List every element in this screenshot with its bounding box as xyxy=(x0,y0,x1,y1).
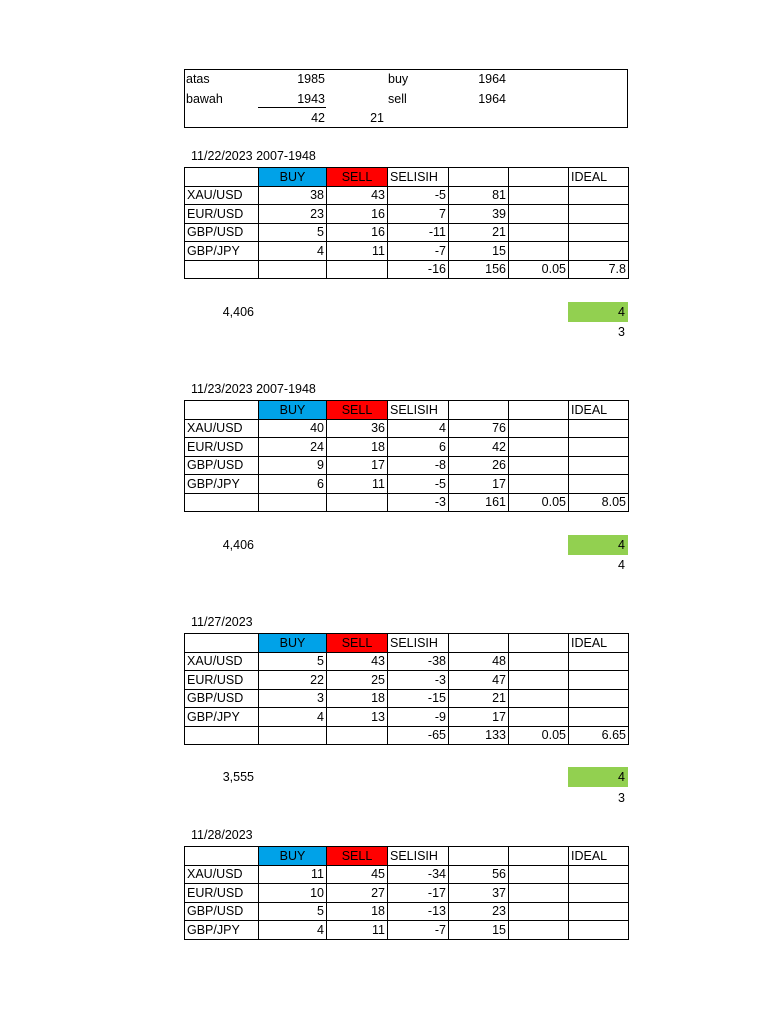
diff-cell: -15 xyxy=(388,689,449,708)
total-cell: 15 xyxy=(449,921,509,940)
header-row xyxy=(185,847,629,866)
buy-cell: 4 xyxy=(259,242,327,261)
diff-cell: 6 xyxy=(388,438,449,457)
table-row xyxy=(185,865,629,884)
sell-cell: 43 xyxy=(327,652,388,671)
header-row xyxy=(185,401,629,420)
sell-cell: 17 xyxy=(327,456,388,475)
table-row xyxy=(185,652,629,671)
ideal-cell: 6.65 xyxy=(569,726,629,745)
diff-cell: -17 xyxy=(388,884,449,903)
buy-label: buy xyxy=(388,72,409,86)
sell-cell: 16 xyxy=(327,205,388,224)
ideal-cell: 7.8 xyxy=(569,260,629,279)
ideal-header: IDEAL xyxy=(569,847,629,866)
empty-cell xyxy=(509,634,569,653)
table-row xyxy=(185,223,629,242)
empty-cell xyxy=(569,652,629,671)
section-title: 11/23/2023 2007-1948 xyxy=(191,382,316,396)
pair-cell: XAU/USD xyxy=(185,652,259,671)
total-cell: 42 xyxy=(449,438,509,457)
table-row xyxy=(185,456,629,475)
empty-cell xyxy=(569,689,629,708)
diff-total-cell: -65 xyxy=(388,726,449,745)
grand-total-cell: 156 xyxy=(449,260,509,279)
ideal-header: IDEAL xyxy=(569,168,629,187)
empty-cell xyxy=(509,205,569,224)
pair-cell: XAU/USD xyxy=(185,419,259,438)
sell-cell: 25 xyxy=(327,671,388,690)
diff-cell: -5 xyxy=(388,475,449,494)
buy-cell: 10 xyxy=(259,884,327,903)
green-value-cell: 4 xyxy=(568,767,628,787)
empty-cell xyxy=(569,708,629,727)
pair-cell: GBP/JPY xyxy=(185,921,259,940)
pair-table xyxy=(184,633,629,745)
empty-cell xyxy=(509,401,569,420)
diff-cell: -7 xyxy=(388,921,449,940)
buy-header: BUY xyxy=(259,634,327,653)
empty-cell xyxy=(509,475,569,494)
table-row xyxy=(185,902,629,921)
buy-cell: 5 xyxy=(259,902,327,921)
pair-table xyxy=(184,400,629,512)
totals-row xyxy=(185,726,629,745)
buy-cell: 5 xyxy=(259,223,327,242)
pair-cell: GBP/USD xyxy=(185,223,259,242)
total-cell: 21 xyxy=(449,689,509,708)
table-row xyxy=(185,438,629,457)
pair-table xyxy=(184,846,629,940)
table-row xyxy=(185,708,629,727)
atas-label: atas xyxy=(186,72,210,86)
table-row xyxy=(185,671,629,690)
sell-cell: 45 xyxy=(327,865,388,884)
total-cell: 48 xyxy=(449,652,509,671)
ideal-cell: 8.05 xyxy=(569,493,629,512)
empty-cell xyxy=(259,260,327,279)
diff-cell: -7 xyxy=(388,242,449,261)
empty-cell xyxy=(569,671,629,690)
total-cell: 81 xyxy=(449,186,509,205)
left-number: 4,406 xyxy=(222,538,254,552)
empty-cell xyxy=(185,260,259,279)
total-cell: 26 xyxy=(449,456,509,475)
pair-cell: GBP/JPY xyxy=(185,475,259,494)
buy-cell: 4 xyxy=(259,921,327,940)
empty-cell xyxy=(185,168,259,187)
pair-cell: GBP/USD xyxy=(185,456,259,475)
totals-row xyxy=(185,260,629,279)
bawah-label: bawah xyxy=(186,92,223,106)
empty-cell xyxy=(259,493,327,512)
sell-header: SELL xyxy=(327,401,388,420)
buy-cell: 3 xyxy=(259,689,327,708)
diff-cell: -11 xyxy=(388,223,449,242)
sell-value: 1964 xyxy=(478,92,506,106)
sell-cell: 16 xyxy=(327,223,388,242)
empty-cell xyxy=(327,493,388,512)
factor-cell: 0.05 xyxy=(509,260,569,279)
diff-cell: -3 xyxy=(388,671,449,690)
empty-cell xyxy=(509,242,569,261)
empty-cell xyxy=(449,847,509,866)
diff-cell: 4 xyxy=(388,419,449,438)
buy-cell: 6 xyxy=(259,475,327,494)
sell-cell: 43 xyxy=(327,186,388,205)
sell-header: SELL xyxy=(327,634,388,653)
factor-cell: 0.05 xyxy=(509,726,569,745)
total-cell: 23 xyxy=(449,902,509,921)
pair-cell: GBP/JPY xyxy=(185,708,259,727)
grand-total-cell: 161 xyxy=(449,493,509,512)
sell-cell: 18 xyxy=(327,902,388,921)
table-row xyxy=(185,921,629,940)
sell-cell: 18 xyxy=(327,689,388,708)
diff-value: 42 xyxy=(311,111,325,125)
empty-cell xyxy=(509,419,569,438)
pair-cell: EUR/USD xyxy=(185,671,259,690)
empty-cell xyxy=(327,726,388,745)
empty-cell xyxy=(509,456,569,475)
empty-cell xyxy=(509,865,569,884)
buy-header: BUY xyxy=(259,401,327,420)
total-cell: 56 xyxy=(449,865,509,884)
diff-cell: -13 xyxy=(388,902,449,921)
buy-cell: 5 xyxy=(259,652,327,671)
buy-cell: 38 xyxy=(259,186,327,205)
table-row xyxy=(185,205,629,224)
header-row xyxy=(185,168,629,187)
sell-cell: 13 xyxy=(327,708,388,727)
sell-cell: 11 xyxy=(327,475,388,494)
pair-table xyxy=(184,167,629,279)
empty-cell xyxy=(569,884,629,903)
under-value: 3 xyxy=(618,791,625,805)
sell-header: SELL xyxy=(327,168,388,187)
empty-cell xyxy=(509,921,569,940)
pair-cell: EUR/USD xyxy=(185,884,259,903)
diff-cell: -8 xyxy=(388,456,449,475)
empty-cell xyxy=(569,205,629,224)
empty-cell xyxy=(259,726,327,745)
empty-cell xyxy=(185,493,259,512)
buy-cell: 23 xyxy=(259,205,327,224)
sell-cell: 27 xyxy=(327,884,388,903)
total-cell: 47 xyxy=(449,671,509,690)
diff-total-cell: -3 xyxy=(388,493,449,512)
empty-cell xyxy=(569,242,629,261)
sell-header: SELL xyxy=(327,847,388,866)
green-value-cell: 4 xyxy=(568,535,628,555)
empty-cell xyxy=(185,634,259,653)
sell-cell: 36 xyxy=(327,419,388,438)
pair-cell: GBP/JPY xyxy=(185,242,259,261)
buy-cell: 9 xyxy=(259,456,327,475)
selisih-header: SELISIH xyxy=(388,401,449,420)
pair-cell: XAU/USD xyxy=(185,186,259,205)
empty-cell xyxy=(509,902,569,921)
ideal-header: IDEAL xyxy=(569,401,629,420)
empty-cell xyxy=(509,438,569,457)
buy-cell: 24 xyxy=(259,438,327,457)
empty-cell xyxy=(509,847,569,866)
left-number: 3,555 xyxy=(222,770,254,784)
diff-cell: -38 xyxy=(388,652,449,671)
under-value: 3 xyxy=(618,325,625,339)
total-cell: 15 xyxy=(449,242,509,261)
table-row xyxy=(185,884,629,903)
sell-cell: 11 xyxy=(327,242,388,261)
total-cell: 37 xyxy=(449,884,509,903)
sum-underline xyxy=(258,107,326,108)
table-row xyxy=(185,475,629,494)
header-row xyxy=(185,634,629,653)
table-row xyxy=(185,186,629,205)
buy-header: BUY xyxy=(259,847,327,866)
buy-cell: 4 xyxy=(259,708,327,727)
empty-cell xyxy=(449,634,509,653)
selisih-header: SELISIH xyxy=(388,168,449,187)
empty-cell xyxy=(569,902,629,921)
total-cell: 17 xyxy=(449,708,509,727)
buy-value: 1964 xyxy=(478,72,506,86)
section-title: 11/27/2023 xyxy=(191,615,253,629)
diff-cell: -34 xyxy=(388,865,449,884)
ideal-header: IDEAL xyxy=(569,634,629,653)
sell-cell: 18 xyxy=(327,438,388,457)
empty-cell xyxy=(509,652,569,671)
totals-row xyxy=(185,493,629,512)
pair-cell: EUR/USD xyxy=(185,205,259,224)
empty-cell xyxy=(509,186,569,205)
empty-cell xyxy=(327,260,388,279)
empty-cell xyxy=(509,708,569,727)
total-cell: 21 xyxy=(449,223,509,242)
table-row xyxy=(185,419,629,438)
empty-cell xyxy=(509,884,569,903)
buy-header: BUY xyxy=(259,168,327,187)
pair-cell: GBP/USD xyxy=(185,902,259,921)
buy-cell: 22 xyxy=(259,671,327,690)
atas-value: 1985 xyxy=(297,72,325,86)
empty-cell xyxy=(569,186,629,205)
empty-cell xyxy=(569,419,629,438)
table-row xyxy=(185,689,629,708)
empty-cell xyxy=(569,475,629,494)
total-cell: 76 xyxy=(449,419,509,438)
empty-cell xyxy=(509,223,569,242)
total-cell: 39 xyxy=(449,205,509,224)
buy-cell: 40 xyxy=(259,419,327,438)
empty-cell xyxy=(449,168,509,187)
left-number: 4,406 xyxy=(222,305,254,319)
empty-cell xyxy=(569,456,629,475)
empty-cell xyxy=(509,168,569,187)
empty-cell xyxy=(569,223,629,242)
sell-cell: 11 xyxy=(327,921,388,940)
half-value: 21 xyxy=(370,111,384,125)
diff-cell: -5 xyxy=(388,186,449,205)
grand-total-cell: 133 xyxy=(449,726,509,745)
empty-cell xyxy=(509,689,569,708)
empty-cell xyxy=(185,726,259,745)
buy-cell: 11 xyxy=(259,865,327,884)
selisih-header: SELISIH xyxy=(388,634,449,653)
bawah-value: 1943 xyxy=(297,92,325,106)
diff-cell: -9 xyxy=(388,708,449,727)
diff-total-cell: -16 xyxy=(388,260,449,279)
selisih-header: SELISIH xyxy=(388,847,449,866)
pair-cell: EUR/USD xyxy=(185,438,259,457)
green-value-cell: 4 xyxy=(568,302,628,322)
pair-cell: GBP/USD xyxy=(185,689,259,708)
empty-cell xyxy=(569,921,629,940)
empty-cell xyxy=(449,401,509,420)
empty-cell xyxy=(185,847,259,866)
empty-cell xyxy=(185,401,259,420)
empty-cell xyxy=(569,865,629,884)
factor-cell: 0.05 xyxy=(509,493,569,512)
empty-cell xyxy=(569,438,629,457)
table-row xyxy=(185,242,629,261)
sell-label: sell xyxy=(388,92,407,106)
diff-cell: 7 xyxy=(388,205,449,224)
section-title: 11/28/2023 xyxy=(191,828,253,842)
empty-cell xyxy=(509,671,569,690)
section-title: 11/22/2023 2007-1948 xyxy=(191,149,316,163)
total-cell: 17 xyxy=(449,475,509,494)
pair-cell: XAU/USD xyxy=(185,865,259,884)
under-value: 4 xyxy=(618,558,625,572)
